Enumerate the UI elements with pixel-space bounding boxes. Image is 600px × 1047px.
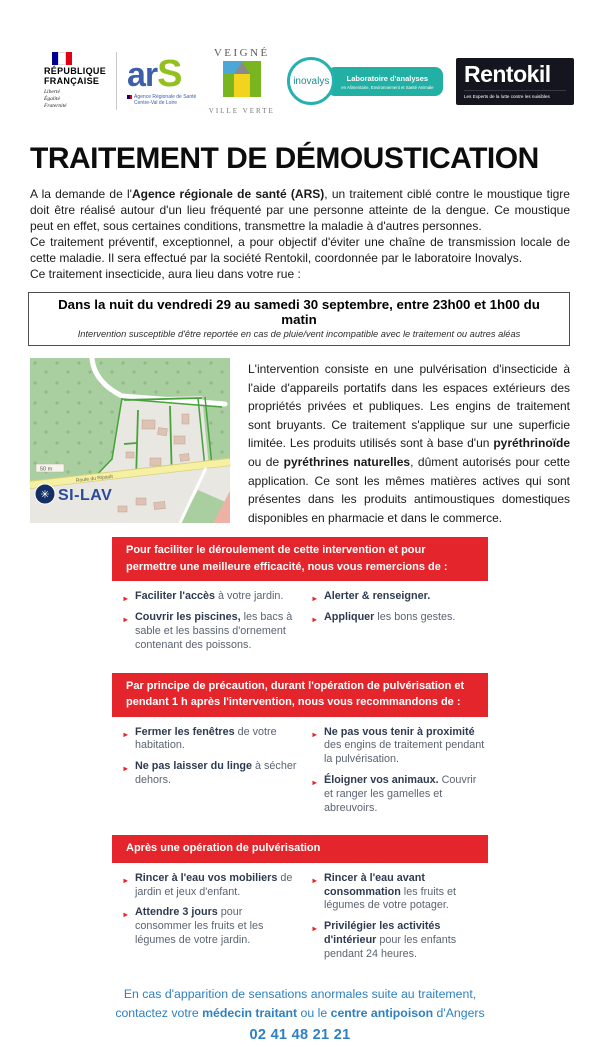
bullet-item: ► Fermer les fenêtres de votre habitation.	[122, 725, 277, 752]
bullet-arrow-icon: ►	[122, 615, 130, 625]
treatment-area-map	[30, 358, 230, 523]
logo-veigne	[209, 47, 275, 115]
logo-ars	[127, 52, 197, 107]
bullet-item: ► Couvrir les piscines, les bacs à sable et les bassins d'ornement contenant des poissons.	[122, 611, 293, 651]
rf-name-line1: RÉPUBLIQUE	[44, 65, 107, 76]
schedule-title: Dans la nuit du vendredi 29 au samedi 30 septembre, entre 23h00 et 1h00 du matin	[58, 297, 540, 327]
logo-rentokil	[456, 58, 574, 105]
inovalys-tagline: Laboratoire d'analyses	[346, 73, 429, 83]
intro-paragraph-1: A la demande de l'Agence régionale de santé (ARS), un traitement ciblé contre le moustique tigre doit être réalisé autour d'un lieu fréquenté par une personne atteinte de la dengue. Ce moustique peut en effet, sous certaines conditions, transmettre la maladie à d'autres personnes.	[30, 187, 570, 233]
silav-logo	[35, 484, 112, 504]
bullet-arrow-icon: ►	[122, 764, 130, 774]
veigne-subtitle: VILLE VERTE	[208, 107, 275, 115]
rf-name-line2: FRANÇAISE	[44, 75, 100, 86]
intervention-paragraph: L'intervention consiste en une pulvérisation d'insecticide à l'aide d'appareils portatifs dans les espaces extérieurs des propriétés privées et publiques. Les engins de traitement sont bruyants. Ce traitement s'applique sur une superficie limitée. Les produits utilisés sont à base d'un pyréthrinoïde ou de pyréthrines naturelles, dûment autorisés pour cette application. Ce sont les mêmes matières actives qui sont présentes dans les produits antimoustiques domestiques disponibles en pharmacie et dans le commerce.	[248, 362, 570, 525]
ars-subtitle2: Centre-Val de Loire	[134, 100, 178, 107]
bullet-arrow-icon: ►	[311, 594, 319, 604]
bullet-item: ► Ne pas laisser du linge à sécher dehors.	[122, 760, 297, 786]
veigne-emblem-icon	[219, 61, 265, 99]
section-3-header: Après une opération de pulvérisation	[112, 835, 488, 863]
logo-republique-ars	[44, 52, 196, 110]
ars-word-ar: ar	[127, 55, 158, 94]
advice-section-1	[112, 537, 488, 661]
ars-subtitle1: Agence Régionale de Santé	[134, 93, 197, 100]
intro-text	[30, 186, 570, 282]
logo-divider	[116, 52, 117, 110]
advice-section-2	[112, 673, 488, 825]
rentokil-name: Rentokil	[463, 60, 551, 87]
ars-word-s: S	[157, 52, 182, 95]
advice-sections	[112, 537, 488, 970]
bullet-arrow-icon: ►	[311, 875, 319, 885]
map-scale	[36, 464, 64, 472]
svg-text:SI-LAV: SI-LAV	[58, 487, 113, 504]
bullet-item: ► Attendre 3 jours pour consommer les fruits et les légumes de votre jardin.	[122, 906, 264, 946]
intro-paragraph-2: Ce traitement préventif, exceptionnel, a pour objectif d'éviter une chaîne de transmission locale de cette maladie. Il sera effectué par la société Rentokil, coordonnée par le laboratoire Inovalys.	[30, 235, 570, 265]
bullet-arrow-icon: ►	[122, 594, 130, 604]
logo-inovalys	[287, 57, 443, 105]
svg-text:50 m: 50 m	[40, 466, 53, 473]
bullet-arrow-icon: ►	[122, 910, 130, 920]
bullet-item: ► Rincer à l'eau avant consommation les fruits et légumes de votre potager.	[311, 871, 456, 912]
bullet-item: ► Rincer à l'eau vos mobiliers de jardin et jeux d'enfant.	[122, 871, 293, 898]
inovalys-name: inovalys	[293, 75, 330, 87]
bullet-arrow-icon: ►	[122, 875, 130, 885]
bullet-arrow-icon: ►	[122, 729, 130, 739]
veigne-name: VEIGNÉ	[213, 47, 270, 59]
bullet-item: ► Éloigner vos animaux. Couvrir et ranger les gamelles et abreuvoirs.	[311, 773, 477, 814]
schedule-note: Intervention susceptible d'être reportée en cas de pluie/vent incompatible avec le traitement ou autres aléas	[77, 329, 521, 339]
bullet-item: ► Faciliter l'accès à votre jardin.	[122, 590, 297, 604]
emergency-contact-note: En cas d'apparition de sensations anormales suite au traitement, contactez votre médecin traitant ou le centre antipoison d'Angers 02 41 48 21 21	[115, 986, 485, 1043]
ars-flag-icon	[127, 95, 132, 99]
bullet-item: ► Alerter & renseigner.	[311, 590, 486, 604]
section-2-header: Par principe de précaution, durant l'opération de pulvérisation et pendant 1 h après l'intervention, nous vous recommandons de :	[112, 673, 488, 717]
map-section	[30, 358, 570, 527]
bullet-item: ► Privilégier les activités d'intérieur pour les enfants pendant 24 heures.	[311, 920, 457, 960]
inovalys-pill	[327, 67, 443, 96]
map-image	[30, 358, 230, 523]
bullet-arrow-icon: ►	[311, 615, 319, 625]
bullet-item: ► Appliquer les bons gestes.	[311, 611, 486, 625]
page-title: TRAITEMENT DE DÉMOUSTICATION	[30, 142, 539, 175]
rf-motto: Liberté Égalité Fraternité	[44, 88, 67, 109]
svg-text:✳: ✳	[40, 489, 50, 501]
bullet-item: ► Ne pas vous tenir à proximité des engins de traitement pendant la pulvérisation.	[311, 725, 485, 766]
intro-paragraph-3: Ce traitement insecticide, aura lieu dans votre rue :	[30, 267, 301, 281]
inovalys-circle	[287, 57, 335, 105]
map-road-label: Route du Ripault	[75, 473, 114, 484]
advice-section-3	[112, 835, 488, 970]
logo-band	[0, 0, 600, 122]
bullet-arrow-icon: ►	[311, 777, 319, 787]
schedule-box	[28, 292, 570, 346]
section-1-header: Pour faciliter le déroulement de cette intervention et pour permettre une meilleure efficacité, nous vous remercions de :	[112, 537, 488, 581]
bullet-arrow-icon: ►	[311, 924, 319, 934]
logo-republique-francaise	[44, 52, 106, 110]
rentokil-tagline: Les Experts de la lutte contre les nuisibles	[464, 90, 566, 99]
french-flag-icon	[52, 52, 72, 65]
inovalys-subtagline: en Alimentaire, Environnement et Santé Animale	[341, 84, 434, 90]
bullet-arrow-icon: ►	[311, 729, 319, 739]
